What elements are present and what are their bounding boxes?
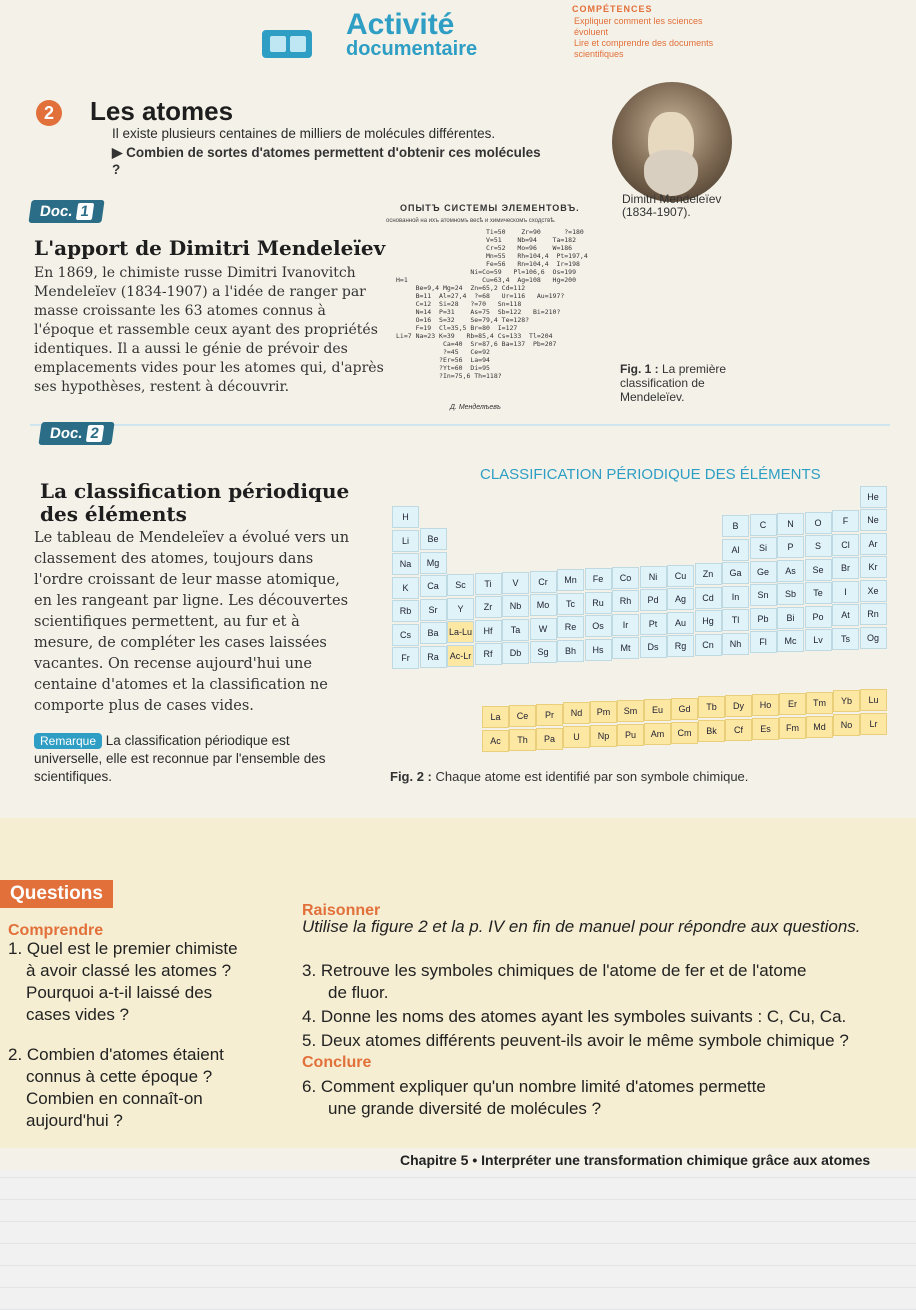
- mendeleev-line: ?In=75,6 Th=118?: [396, 372, 502, 380]
- questions-label: Questions: [0, 880, 113, 908]
- element-ga: Ga: [722, 562, 749, 584]
- fig1-title: ОПЫТЪ СИСТЕМЫ ЭЛЕМЕНТОВЪ.: [400, 203, 580, 213]
- periodic-table: [392, 476, 892, 766]
- element-o: O: [805, 512, 832, 534]
- element-rf: Rf: [475, 643, 502, 665]
- element-zr: Zr: [475, 596, 502, 618]
- lanthanide-ho: Ho: [752, 694, 779, 716]
- element-co: Co: [612, 567, 639, 589]
- element-kr: Kr: [860, 556, 887, 578]
- element-ti: Ti: [475, 573, 502, 595]
- skill-1: Expliquer comment les sciences évoluent: [574, 16, 703, 37]
- mendeleev-line: C=12 Si=28 ?=70 Sn=118: [396, 300, 522, 308]
- periodic-title: CLASSIFICATION PÉRIODIQUE DES ÉLÉMENTS: [480, 466, 821, 483]
- element-li: Li: [392, 530, 419, 552]
- doc1-badge-label: Doc.: [38, 203, 74, 220]
- raisonner-heading: Raisonner: [302, 902, 381, 919]
- lanthanide-eu: Eu: [644, 699, 671, 721]
- lanthanide-la: La: [482, 706, 509, 728]
- section-number: 2: [36, 100, 62, 126]
- element-as: As: [777, 560, 804, 582]
- element-ge: Ge: [750, 561, 777, 583]
- lanthanide-sm: Sm: [617, 700, 644, 722]
- element-rh: Rh: [612, 590, 639, 612]
- notebook-lines: [0, 1170, 916, 1310]
- element-rb: Rb: [392, 600, 419, 622]
- divider: [30, 424, 890, 426]
- lanthanide-pr: Pr: [536, 704, 563, 726]
- doc2-badge-label: Doc.: [48, 425, 84, 442]
- lanthanide-gd: Gd: [671, 698, 698, 720]
- actinide-md: Md: [806, 716, 833, 738]
- element-cl: Cl: [832, 534, 859, 556]
- lanthanide-ce: Ce: [509, 705, 536, 727]
- actinide-th: Th: [509, 729, 536, 751]
- q3: [302, 960, 902, 1004]
- element-db: Db: [502, 642, 529, 664]
- element-rn: Rn: [860, 603, 887, 625]
- section-title: Les atomes: [90, 96, 234, 126]
- mendeleev-line: ?Er=56 La=94: [396, 356, 490, 364]
- section-intro: [112, 125, 552, 178]
- competences-label: COMPÉTENCES: [572, 4, 653, 14]
- portrait-caption: [622, 193, 721, 219]
- element-ni: Ni: [640, 566, 667, 588]
- actinide-u: U: [563, 726, 590, 748]
- element-os: Os: [585, 615, 612, 637]
- element-mo: Mo: [530, 594, 557, 616]
- element-he: He: [860, 486, 887, 508]
- q6-line1: 6. Comment expliquer qu'un nombre limité d'atomes permette: [302, 1077, 766, 1096]
- doc2-badge: [38, 422, 114, 445]
- raisonner-intro: Utilise la figure 2 et la p. IV en fin de manuel pour répondre aux questions.: [302, 917, 861, 936]
- element-la-lu: La-Lu: [447, 621, 474, 643]
- element-be: Be: [420, 528, 447, 550]
- element-s: S: [805, 535, 832, 557]
- element-ru: Ru: [585, 592, 612, 614]
- element-te: Te: [805, 582, 832, 604]
- actinide-am: Am: [644, 723, 671, 745]
- lanthanide-yb: Yb: [833, 690, 860, 712]
- element-h: H: [392, 506, 419, 528]
- doc2-body: Le tableau de Mendeleïev a évolué vers un classement des atomes, toujours dans l'ordre croissant de leur masse atomique, en les rangeant par ligne. Les découvertes scientifiques permettent, au fur et à mesure, de compléter les cases laissées vacantes. On recense aujourd'hui une centaine d'atomes et la classification ne comporte plus de cases vides.: [34, 530, 350, 714]
- mendeleev-line: Ni=Co=59 Pl=106,6 Os=199: [396, 268, 577, 276]
- comprendre-heading: Comprendre: [8, 922, 104, 939]
- element-mt: Mt: [612, 637, 639, 659]
- fig2-caption-text: Chaque atome est identifié par son symbole chimique.: [431, 769, 749, 784]
- element-ca: Ca: [420, 575, 447, 597]
- element-fr: Fr: [392, 647, 419, 669]
- element-fe: Fe: [585, 568, 612, 590]
- lanthanide-dy: Dy: [725, 695, 752, 717]
- element-xe: Xe: [860, 580, 887, 602]
- element-na: Na: [392, 553, 419, 575]
- mendeleev-line: O=16 S=32 Se=79,4 Te=128?: [396, 316, 530, 324]
- element-fl: Fl: [750, 631, 777, 653]
- mendeleev-table: [396, 228, 588, 380]
- element-sn: Sn: [750, 584, 777, 606]
- portrait-dates: (1834-1907).: [622, 205, 691, 219]
- element-cr: Cr: [530, 571, 557, 593]
- doc1-badge-number: 1: [75, 203, 94, 220]
- element-ne: Ne: [860, 509, 887, 531]
- q2-line4: aujourd'hui ?: [26, 1111, 123, 1130]
- q1: [8, 938, 298, 1026]
- mendeleev-line: Ca=40 Sr=87,6 Ba=137 Pb=207: [396, 340, 557, 348]
- q6: [302, 1076, 902, 1120]
- fig1-caption-label: Fig. 1 :: [620, 362, 659, 376]
- element-n: N: [777, 513, 804, 535]
- q1-line3: Pourquoi a-t-il laissé des: [26, 983, 213, 1002]
- element-ag: Ag: [667, 588, 694, 610]
- lanthanide-tb: Tb: [698, 696, 725, 718]
- intro-question: ▶ Combien de sortes d'atomes permettent d'obtenir ces molécules ?: [112, 145, 541, 177]
- element-mg: Mg: [420, 552, 447, 574]
- q2-line2: connus à cette époque ?: [26, 1067, 213, 1086]
- actinide-fm: Fm: [779, 717, 806, 739]
- element-si: Si: [750, 537, 777, 559]
- fig2-caption: [390, 770, 748, 784]
- remarque-label: Remarque: [34, 733, 102, 749]
- mendeleev-line: V=51 Nb=94 Ta=182: [396, 236, 577, 244]
- element-og: Og: [860, 627, 887, 649]
- element-sr: Sr: [420, 599, 447, 621]
- element-cn: Cn: [695, 634, 722, 656]
- element-re: Re: [557, 616, 584, 638]
- element-bh: Bh: [557, 640, 584, 662]
- intro-text: Il existe plusieurs centaines de milliers de molécules différentes.: [112, 126, 496, 141]
- element-c: C: [750, 514, 777, 536]
- element-bi: Bi: [777, 607, 804, 629]
- element-sg: Sg: [530, 641, 557, 663]
- actinide-pa: Pa: [536, 728, 563, 750]
- mendeleev-line: ?=45 Ce=92: [396, 348, 490, 356]
- element-mn: Mn: [557, 569, 584, 591]
- q2-line1: 2. Combien d'atomes étaient: [8, 1045, 224, 1064]
- actinide-bk: Bk: [698, 720, 725, 742]
- actinide-no: No: [833, 714, 860, 736]
- element-nb: Nb: [502, 595, 529, 617]
- element-f: F: [832, 510, 859, 532]
- mendeleev-line: ?Yt=60 Di=95: [396, 364, 490, 372]
- element-lv: Lv: [805, 629, 832, 651]
- element-ac-lr: Ac-Lr: [447, 645, 474, 667]
- element-ds: Ds: [640, 636, 667, 658]
- activity-title: Activité: [346, 8, 455, 41]
- actinide-cf: Cf: [725, 719, 752, 741]
- fig1-caption: [620, 362, 750, 404]
- element-sb: Sb: [777, 583, 804, 605]
- element-se: Se: [805, 559, 832, 581]
- element-w: W: [530, 618, 557, 640]
- portrait-name: Dimitri Mendeleïev: [622, 192, 722, 206]
- q3-line2: de fluor.: [328, 983, 389, 1002]
- element-v: V: [502, 572, 529, 594]
- activity-book-icon: [262, 30, 312, 58]
- q1-line1: 1. Quel est le premier chimiste: [8, 939, 238, 958]
- fig1-subtitle: основанной на ихъ атомномъ весѣ и химическомъ сходствѣ.: [386, 218, 556, 224]
- remarque-block: [34, 732, 354, 786]
- q1-line4: cases vides ?: [26, 1005, 129, 1024]
- element-tc: Tc: [557, 593, 584, 615]
- mendeleev-line: Mn=55 Rh=104,4 Pt=197,4: [396, 252, 588, 260]
- mendeleev-line: F=19 Cl=35,5 Br=80 I=127: [396, 324, 518, 332]
- element-ra: Ra: [420, 646, 447, 668]
- q1-line2: à avoir classé les atomes ?: [26, 961, 232, 980]
- actinide-es: Es: [752, 718, 779, 740]
- element-in: In: [722, 586, 749, 608]
- element-at: At: [832, 604, 859, 626]
- element-ir: Ir: [612, 614, 639, 636]
- mendeleev-line: B=11 Al=27,4 ?=68 Ur=116 Au=197?: [396, 292, 565, 300]
- element-p: P: [777, 536, 804, 558]
- mendeleev-line: Li=7 Na=23 K=39 Rb=85,4 Cs=133 Tl=204: [396, 332, 553, 340]
- fig1-signature: Д. Менделѣевъ: [450, 404, 501, 411]
- lanthanide-pm: Pm: [590, 701, 617, 723]
- mendeleev-line: Ti=50 Zr=90 ?=180: [396, 228, 584, 236]
- doc1-title: L'apport de Dimitri Mendeleïev: [34, 236, 386, 260]
- element-ta: Ta: [502, 619, 529, 641]
- actinide-lr: Lr: [860, 713, 887, 735]
- element-hs: Hs: [585, 639, 612, 661]
- lanthanide-er: Er: [779, 693, 806, 715]
- element-pt: Pt: [640, 613, 667, 635]
- element-k: K: [392, 577, 419, 599]
- element-i: I: [832, 581, 859, 603]
- mendeleev-line: Cr=52 Mo=96 W=186: [396, 244, 573, 252]
- element-rg: Rg: [667, 635, 694, 657]
- element-nh: Nh: [722, 633, 749, 655]
- element-cs: Cs: [392, 624, 419, 646]
- element-ar: Ar: [860, 533, 887, 555]
- element-hg: Hg: [695, 610, 722, 632]
- element-au: Au: [667, 612, 694, 634]
- actinide-cm: Cm: [671, 722, 698, 744]
- element-pd: Pd: [640, 589, 667, 611]
- fig2-caption-label: Fig. 2 :: [390, 769, 432, 784]
- element-mc: Mc: [777, 630, 804, 652]
- doc2-badge-number: 2: [85, 425, 104, 442]
- chapter-footer: Chapitre 5 • Interpréter une transformation chimique grâce aux atomes: [400, 1152, 871, 1168]
- element-al: Al: [722, 539, 749, 561]
- element-cd: Cd: [695, 587, 722, 609]
- q6-line2: une grande diversité de molécules ?: [328, 1099, 602, 1118]
- actinide-pu: Pu: [617, 724, 644, 746]
- element-zn: Zn: [695, 563, 722, 585]
- activity-subtitle: documentaire: [346, 38, 478, 60]
- lanthanide-lu: Lu: [860, 689, 887, 711]
- q2-line3: Combien en connaît-on: [26, 1089, 203, 1108]
- element-po: Po: [805, 606, 832, 628]
- lanthanide-tm: Tm: [806, 692, 833, 714]
- actinide-ac: Ac: [482, 730, 509, 752]
- element-b: B: [722, 515, 749, 537]
- mendeleev-line: H=1 Cu=63,4 Ag=108 Hg=200: [396, 276, 577, 284]
- lanthanide-nd: Nd: [563, 702, 590, 724]
- mendeleev-line: Fe=56 Rn=104,4 Ir=198: [396, 260, 580, 268]
- q4: 4. Donne les noms des atomes ayant les symboles suivants : C, Cu, Ca.: [302, 1007, 847, 1026]
- remarque-text: La classification périodique est universelle, elle est reconnue par l'ensemble des scientifiques.: [34, 733, 326, 784]
- doc1-body: En 1869, le chimiste russe Dimitri Ivanovitch Mendeleïev (1834-1907) a l'idée de ranger par masse croissante les 63 atomes connus à l'époque et rassemble ceux ayant des propriétés identiques. Il a aussi le génie de prévoir des emplacements vides pour les atomes qui, d'après ses hypothèses, restent à découvrir.: [34, 265, 384, 395]
- skill-2: Lire et comprendre des documents scientifiques: [574, 38, 714, 59]
- fig1-caption-text: La première classification de Mendeleïev.: [620, 362, 727, 404]
- element-hf: Hf: [475, 620, 502, 642]
- portrait-beard: [644, 150, 698, 196]
- q5: 5. Deux atomes différents peuvent-ils avoir le même symbole chimique ?: [302, 1031, 849, 1050]
- element-br: Br: [832, 557, 859, 579]
- element-pb: Pb: [750, 608, 777, 630]
- element-ts: Ts: [832, 628, 859, 650]
- conclure-heading: Conclure: [302, 1054, 372, 1071]
- q3-line1: 3. Retrouve les symboles chimiques de l'atome de fer et de l'atome: [302, 961, 807, 980]
- actinide-np: Np: [590, 725, 617, 747]
- q2: [8, 1044, 298, 1132]
- element-tl: Tl: [722, 609, 749, 631]
- element-ba: Ba: [420, 622, 447, 644]
- element-y: Y: [447, 598, 474, 620]
- element-sc: Sc: [447, 574, 474, 596]
- doc1-badge: [28, 200, 104, 223]
- element-cu: Cu: [667, 565, 694, 587]
- mendeleev-line: Be=9,4 Mg=24 Zn=65,2 Cd=112: [396, 284, 526, 292]
- doc2-title: La classification périodique des éléments: [40, 479, 350, 526]
- mendeleev-line: N=14 P=31 As=75 Sb=122 Bi=210?: [396, 308, 561, 316]
